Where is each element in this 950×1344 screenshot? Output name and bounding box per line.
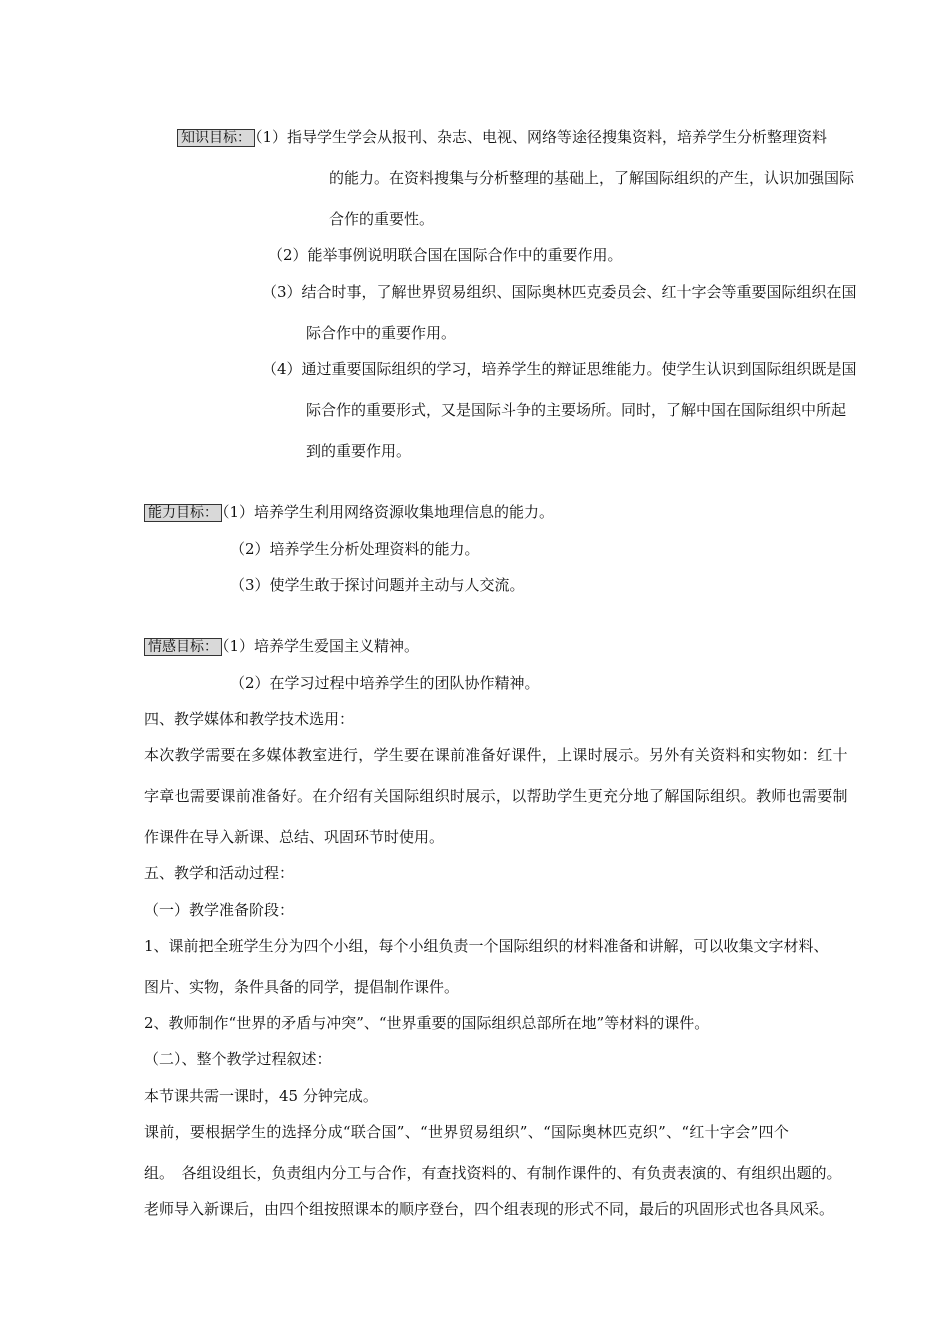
knowledge-item-1-text: （1）指导学生学会从报刊、杂志、电视、网络等途径搜集资料，培养学生分析整理资料 [255, 128, 828, 146]
emotion-objective-line-1 [144, 636, 419, 657]
step-2: 2、教师制作“世界的矛盾与冲突”、“世界重要的国际组织总部所在地”等材料的课件。 [144, 1014, 710, 1032]
ability-item-3: （3）使学生敢于探讨问题并主动与人交流。 [230, 576, 525, 594]
section-5-sub-heading-1: （一）教学准备阶段： [144, 901, 295, 919]
ability-objective-tag: 能力目标： [144, 504, 222, 522]
knowledge-item-4-line-3: 到的重要作用。 [306, 442, 412, 460]
grouping-paragraph-line-2: 组。 各组设组长，负责组内分工与合作，有查找资料的、有制作课件的、有负责表演的、有组织出题的。 [144, 1164, 842, 1182]
knowledge-item-3-line-2: 际合作中的重要作用。 [306, 324, 457, 342]
step-1-line-1: 1、课前把全班学生分为四个小组，每个小组负责一个国际组织的材料准备和讲解，可以收集文字材料、 [144, 937, 829, 955]
section-5-heading: 五、教学和活动过程： [144, 864, 295, 882]
ability-item-1: （1）培养学生利用网络资源收集地理信息的能力。 [222, 503, 555, 521]
emotion-item-2: （2）在学习过程中培养学生的团队协作精神。 [230, 674, 540, 692]
section-4-paragraph-line-3: 作课件在导入新课、总结、巩固环节时使用。 [144, 828, 445, 846]
knowledge-item-4-line-1: （4）通过重要国际组织的学习，培养学生的辩证思维能力。使学生认识到国际组织既是国 [262, 360, 857, 378]
knowledge-objective-line-1 [177, 127, 827, 148]
section-4-heading: 四、教学媒体和教学技术选用： [144, 710, 355, 728]
grouping-paragraph-line-1: 课前，要根据学生的选择分成“联合国”、“世界贸易组织”、“国际奥林匹克织”、“红十字会”四个 [144, 1123, 790, 1141]
knowledge-item-3-line-1: （3）结合时事，了解世界贸易组织、国际奥林匹克委员会、红十字会等重要国际组织在国 [262, 283, 857, 301]
knowledge-item-1-line-2: 的能力。在资料搜集与分析整理的基础上，了解国际组织的产生，认识加强国际 [329, 169, 855, 187]
emotion-objective-tag: 情感目标： [144, 638, 222, 656]
knowledge-item-4-line-2: 际合作的重要形式，又是国际斗争的主要场所。同时，了解中国在国际组织中所起 [306, 401, 847, 419]
step-1-line-2: 图片、实物，条件具备的同学，提倡制作课件。 [144, 978, 460, 996]
section-5-sub-heading-2: （二）、整个教学过程叙述： [144, 1050, 332, 1068]
section-4-paragraph-line-2: 字章也需要课前准备好。在介绍有关国际组织时展示，以帮助学生更充分地了解国际组织。教师也需要制 [144, 787, 848, 805]
duration-paragraph: 本节课共需一课时，45 分钟完成。 [144, 1087, 378, 1105]
grouping-paragraph-line-3: 老师导入新课后，由四个组按照课本的顺序登台，四个组表现的形式不同，最后的巩固形式也各具风采。 [144, 1200, 835, 1218]
ability-objective-line-1 [144, 502, 554, 523]
knowledge-item-2: （2）能举事例说明联合国在国际合作中的重要作用。 [268, 246, 623, 264]
knowledge-item-1-line-3: 合作的重要性。 [329, 210, 435, 228]
emotion-item-1: （1）培养学生爱国主义精神。 [222, 637, 420, 655]
knowledge-objective-tag: 知识目标： [177, 129, 255, 147]
ability-item-2: （2）培养学生分析处理资料的能力。 [230, 540, 480, 558]
section-4-paragraph-line-1: 本次教学需要在多媒体教室进行，学生要在课前准备好课件，上课时展示。另外有关资料和实物如：红十 [144, 746, 848, 764]
